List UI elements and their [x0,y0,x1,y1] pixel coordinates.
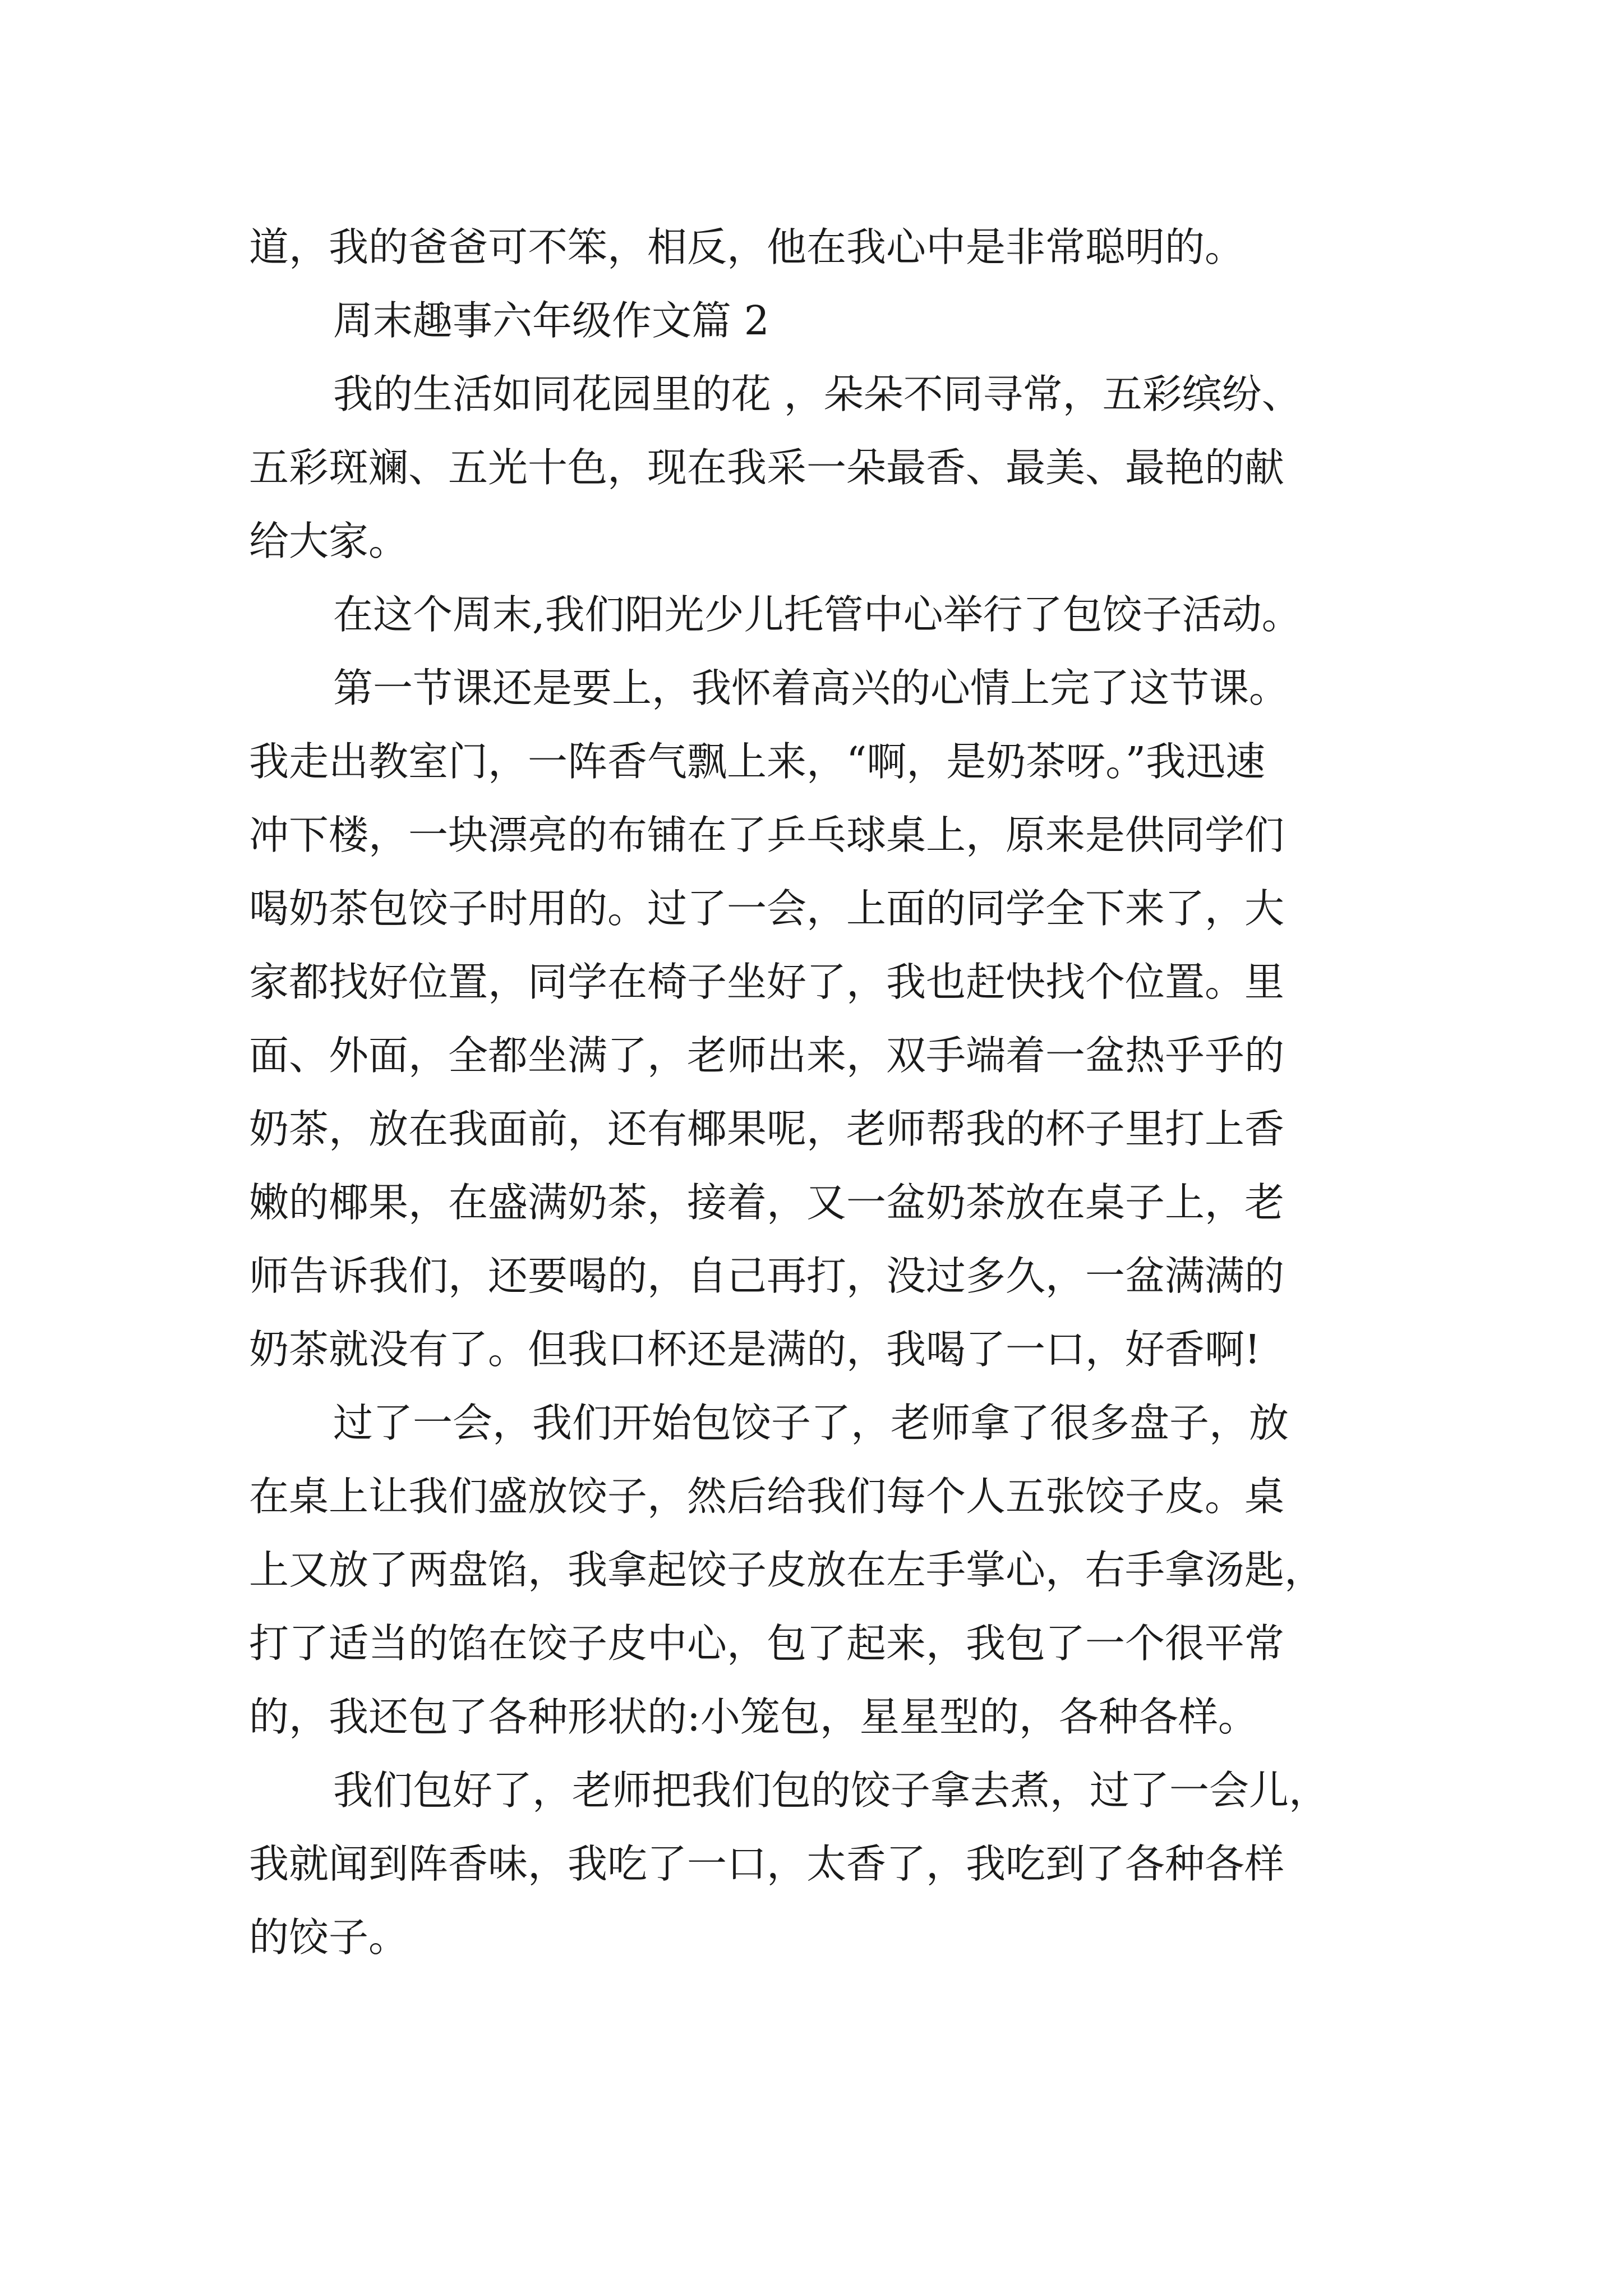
paragraph-first-line: 周末趣事六年级作文篇 2 [333,297,769,344]
text-line: 面、外面，全都坐满了，老师出来，双手端着一盆热乎乎的 [249,1032,1285,1079]
text-line: 冲下楼，一块漂亮的布铺在了乒乓球桌上，原来是供同学们 [249,812,1285,858]
text-line: 奶茶就没有了。但我口杯还是满的，我喝了一口，好香啊! [249,1326,1261,1373]
text-line: 的饺子。 [249,1914,409,1961]
text-line: 喝奶茶包饺子时用的。过了一会，上面的同学全下来了，大 [249,885,1285,932]
text-line: 嫩的椰果，在盛满奶茶，接着，又一盆奶茶放在桌子上，老 [249,1179,1285,1226]
document-body [249,210,1421,1974]
text-line: 打了适当的馅在饺子皮中心，包了起来，我包了一个很平常 [249,1620,1285,1667]
paragraph-first-line: 过了一会，我们开始包饺子了，老师拿了很多盘子，放 [333,1400,1289,1446]
text-line: 道，我的爸爸可不笨，相反，他在我心中是非常聪明的。 [249,224,1245,270]
paragraph-first-line: 我们包好了，老师把我们包的饺子拿去煮，过了一会儿， [333,1767,1329,1814]
text-line: 在桌上让我们盛放饺子，然后给我们每个人五张饺子皮。桌 [249,1473,1285,1520]
text-line: 我走出教室门，一阵香气飘上来，“啊，是奶茶呀。”我迅速 [249,738,1266,785]
text-line: 给大家。 [249,518,409,564]
paragraph-first-line: 在这个周末,我们阳光少儿托管中心举行了包饺子活动。 [333,591,1302,638]
text-line: 家都找好位置，同学在椅子坐好了，我也赶快找个位置。里 [249,959,1285,1005]
text-line: 师告诉我们，还要喝的，自己再打，没过多久，一盆满满的 [249,1253,1285,1299]
text-line: 我就闻到阵香味，我吃了一口，太香了，我吃到了各种各样 [249,1841,1285,1887]
text-line: 的，我还包了各种形状的:小笼包，星星型的，各种各样。 [249,1694,1258,1740]
text-line: 奶茶，放在我面前，还有椰果呢，老师帮我的杯子里打上香 [249,1106,1285,1152]
text-line: 上又放了两盘馅，我拿起饺子皮放在左手掌心，右手拿汤匙， [249,1547,1325,1593]
paragraph-first-line: 我的生活如同花园里的花 ，朵朵不同寻常，五彩缤纷、 [333,371,1302,417]
paragraph-first-line: 第一节课还是要上，我怀着高兴的心情上完了这节课。 [333,665,1289,711]
text-line: 五彩斑斓、五光十色，现在我采一朵最香、最美、最艳的献 [249,444,1285,491]
